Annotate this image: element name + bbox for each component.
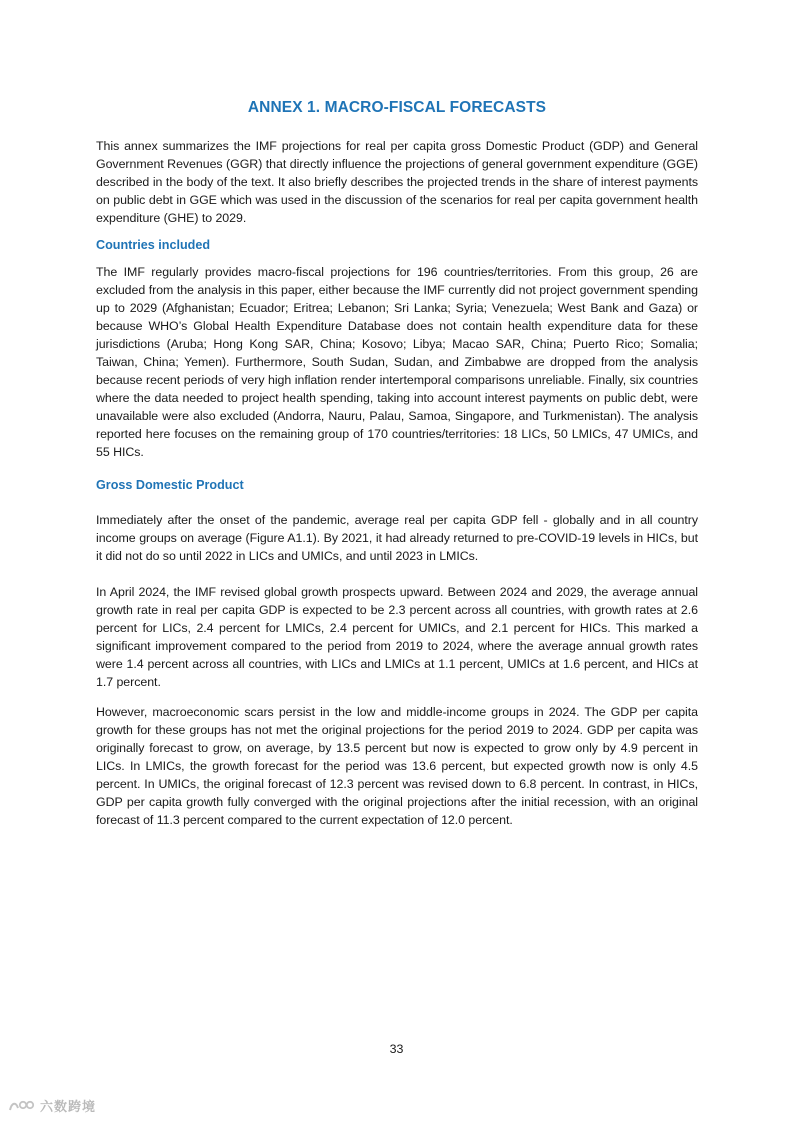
section-heading-countries: Countries included: [96, 238, 211, 252]
watermark-text: 六数跨境: [40, 1099, 97, 1114]
document-page: [96, 96, 698, 829]
watermark: [8, 1096, 96, 1115]
gdp-paragraph-1: Immediately after the onset of the pandemic, average real per capita GDP fell - globally and in all country income groups on average (Figure A1.1). By 2021, it had already returned to pre-COVID-19 levels in HICs, but it did not do so until 2022 in LICs and UMICs, and until 2023 in LMICs.: [96, 513, 698, 563]
section-heading-gdp: Gross Domestic Product: [96, 478, 244, 492]
annex-title: ANNEX 1. MACRO-FISCAL FORECASTS: [247, 99, 547, 116]
intro-paragraph: This annex summarizes the IMF projections for real per capita gross Domestic Product (GDP) and General Government Revenues (GGR) that directly influence the projections of general government expenditure (GGE) described in the body of the text. It also briefly describes the projected trends in the share of interest payments on public debt in GGE which was used in the discussion of the scenarios for real per capita government health expenditure (GHE) to 2029.: [96, 139, 698, 225]
countries-paragraph: The IMF regularly provides macro-fiscal projections for 196 countries/territories. From this group, 26 are excluded from the analysis in this paper, either because the IMF currently did not project government spending up to 2029 (Afghanistan; Ecuador; Eritrea; Lebanon; Sri Lanka; Syria; Venezuela; West Bank and Gaza) or because WHO’s Global Health Expenditure Database does not contain health expenditure data for these jurisdictions (Aruba; Hong Kong SAR, China; Kosovo; Libya; Macao SAR, China; Puerto Rico; Somalia; Taiwan, China; Yemen). Furthermore, South Sudan, Sudan, and Zimbabwe are dropped from the analysis because recent periods of very high inflation render intertemporal comparisons unreliable. Finally, six countries where the data needed to project health spending, taking into account interest payments on public debt, were unavailable were also excluded (Andorra, Nauru, Palau, Samoa, Singapore, and Turkmenistan). The analysis reported here focuses on the remaining group of 170 countries/territories: 18 LICs, 50 LMICs, 47 UMICs, and 55 HICs.: [96, 265, 698, 459]
gdp-paragraph-3: However, macroeconomic scars persist in the low and middle-income groups in 2024. The GDP per capita growth for these groups has not met the original projections for the period 2019 to 2024. GDP per capita was originally forecast to grow, on average, by 13.5 percent but now is expected to grow only by 4.9 percent in LICs. In LMICs, the growth forecast for the period was 13.6 percent, but expected growth now is only 4.5 percent. In UMICs, the original forecast of 12.3 percent was revised down to 6.8 percent. In contrast, in HICs, GDP per capita growth fully converged with the original projections after the initial recession, with an original forecast of 11.3 percent compared to the current expectation of 12.0 percent.: [96, 705, 698, 827]
watermark-logo-icon: [8, 1098, 36, 1114]
page-number: 33: [389, 1042, 404, 1056]
gdp-paragraph-2: In April 2024, the IMF revised global growth prospects upward. Between 2024 and 2029, the average annual growth rate in real per capita GDP is expected to be 2.3 percent across all countries, with growth rates at 2.6 percent for LICs, 2.4 percent for LMICs, 2.4 percent for UMICs, and 2.1 percent for HICs. This marked a significant improvement compared to the period from 2019 to 2024, where the average annual growth rates were 1.4 percent across all countries, with LICs and LMICs at 1.1 percent, UMICs at 1.6 percent, and HICs at 1.7 percent.: [96, 585, 698, 689]
